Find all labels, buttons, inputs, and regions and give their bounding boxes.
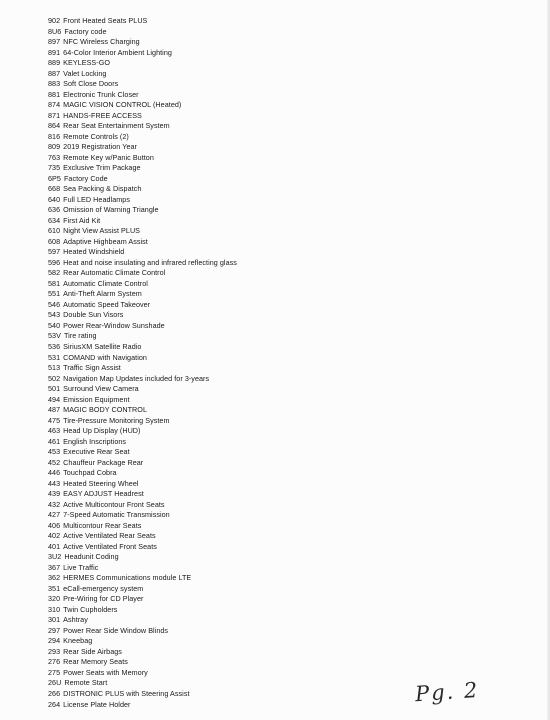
option-label: Tire-Pressure Monitoring System bbox=[63, 415, 170, 425]
option-label: Adaptive Highbeam Assist bbox=[63, 236, 148, 246]
option-item bbox=[48, 16, 348, 27]
option-code: 310 bbox=[48, 604, 61, 614]
option-item bbox=[48, 479, 348, 490]
option-item bbox=[48, 184, 348, 195]
option-item bbox=[48, 668, 348, 679]
option-label: HANDS-FREE ACCESS bbox=[63, 110, 142, 120]
option-code: 543 bbox=[48, 310, 61, 320]
option-label: Chauffeur Package Rear bbox=[63, 457, 144, 467]
option-item bbox=[48, 205, 348, 216]
option-code: 902 bbox=[48, 16, 61, 25]
option-item bbox=[48, 437, 348, 448]
option-code: 446 bbox=[48, 468, 61, 478]
option-item bbox=[48, 79, 348, 90]
option-code: 596 bbox=[48, 257, 61, 267]
option-code: 887 bbox=[48, 68, 61, 78]
option-code: 475 bbox=[48, 415, 61, 425]
option-item bbox=[48, 268, 348, 279]
option-label: Omission of Warning Triangle bbox=[63, 205, 159, 215]
option-code: 362 bbox=[48, 573, 61, 583]
option-item bbox=[48, 689, 348, 700]
option-label: Touchpad Cobra bbox=[63, 468, 117, 478]
option-label: Pre-Wiring for CD Player bbox=[63, 594, 144, 604]
option-label: Active Ventilated Front Seats bbox=[63, 541, 157, 551]
option-code: 897 bbox=[48, 37, 61, 47]
option-item bbox=[48, 363, 348, 374]
option-code: 439 bbox=[48, 489, 61, 499]
option-label: Remote Controls (2) bbox=[63, 131, 129, 141]
option-item bbox=[48, 174, 348, 185]
option-label: Rear Automatic Climate Control bbox=[63, 268, 166, 278]
option-item bbox=[48, 226, 348, 237]
option-code: 401 bbox=[48, 541, 61, 551]
option-label: Active Multicontour Front Seats bbox=[63, 499, 165, 509]
option-code: 406 bbox=[48, 520, 61, 530]
option-label: Multicontour Rear Seats bbox=[63, 520, 142, 530]
option-item bbox=[48, 279, 348, 290]
option-label: Automatic Climate Control bbox=[63, 278, 148, 288]
option-code: 8U6 bbox=[48, 26, 62, 36]
option-code: 864 bbox=[48, 121, 61, 131]
option-code: 540 bbox=[48, 320, 61, 330]
option-label: Kneebag bbox=[63, 636, 93, 646]
option-item bbox=[48, 90, 348, 101]
option-label: Rear Memory Seats bbox=[63, 657, 128, 667]
option-code: 501 bbox=[48, 384, 61, 394]
option-item bbox=[48, 48, 348, 59]
option-code: 889 bbox=[48, 58, 61, 68]
option-code: 891 bbox=[48, 47, 61, 57]
option-item bbox=[48, 636, 348, 647]
option-item bbox=[48, 626, 348, 637]
option-label: 7-Speed Automatic Transmission bbox=[63, 510, 170, 520]
option-code: 461 bbox=[48, 436, 61, 446]
option-item bbox=[48, 584, 348, 595]
option-label: Electronic Trunk Closer bbox=[63, 89, 139, 99]
option-code: 275 bbox=[48, 667, 61, 677]
option-item bbox=[48, 163, 348, 174]
option-label: Tire rating bbox=[63, 331, 97, 341]
option-code: 531 bbox=[48, 352, 61, 362]
option-item bbox=[48, 678, 348, 689]
option-item bbox=[48, 132, 348, 143]
option-item bbox=[48, 258, 348, 269]
option-item bbox=[48, 300, 348, 311]
option-code: 551 bbox=[48, 289, 61, 299]
option-code: 816 bbox=[48, 131, 61, 141]
option-label: HERMES Communications module LTE bbox=[63, 573, 192, 583]
option-item bbox=[48, 100, 348, 111]
option-code: 581 bbox=[48, 278, 61, 288]
option-label: Remote Key w/Panic Button bbox=[63, 152, 154, 162]
option-label: Rear Side Airbags bbox=[63, 646, 122, 656]
option-item bbox=[48, 321, 348, 332]
option-code-list bbox=[48, 16, 348, 710]
option-label: Remote Start bbox=[64, 678, 108, 688]
option-label: Surround View Camera bbox=[63, 384, 139, 394]
option-code: 351 bbox=[48, 583, 61, 593]
option-code: 367 bbox=[48, 562, 61, 572]
option-label: Sea Packing & Dispatch bbox=[63, 184, 142, 194]
option-code: 463 bbox=[48, 426, 61, 436]
option-label: First Aid Kit bbox=[63, 215, 101, 225]
option-item bbox=[48, 331, 348, 342]
option-label: Ashtray bbox=[63, 615, 88, 625]
option-label: MAGIC VISION CONTROL (Heated) bbox=[63, 100, 182, 110]
option-item bbox=[48, 395, 348, 406]
option-code: 582 bbox=[48, 268, 61, 278]
option-label: EASY ADJUST Headrest bbox=[63, 489, 144, 499]
option-code: 636 bbox=[48, 205, 61, 215]
option-label: 2019 Registration Year bbox=[63, 142, 137, 152]
option-code: 443 bbox=[48, 478, 61, 488]
option-label: 64-Color Interior Ambient Lighting bbox=[63, 47, 172, 57]
option-code: 809 bbox=[48, 142, 61, 152]
option-label: Valet Locking bbox=[63, 68, 107, 78]
option-label: COMAND with Navigation bbox=[63, 352, 147, 362]
option-label: Heated Windshield bbox=[63, 247, 125, 257]
option-label: Power Seats with Memory bbox=[63, 667, 148, 677]
option-code: 266 bbox=[48, 689, 61, 698]
option-item bbox=[48, 58, 348, 69]
option-label: Active Ventilated Rear Seats bbox=[63, 531, 156, 541]
option-label: Emission Equipment bbox=[63, 394, 130, 404]
option-code: 883 bbox=[48, 79, 61, 89]
option-code: 502 bbox=[48, 373, 61, 383]
option-label: Headunit Coding bbox=[64, 552, 119, 562]
option-code: 640 bbox=[48, 194, 61, 204]
option-item bbox=[48, 195, 348, 206]
option-code: 735 bbox=[48, 163, 61, 173]
option-label: Automatic Speed Takeover bbox=[63, 299, 151, 309]
option-item bbox=[48, 142, 348, 153]
option-label: Double Sun Visors bbox=[63, 310, 124, 320]
option-label: Head Up Display (HUD) bbox=[63, 426, 141, 436]
option-item bbox=[48, 605, 348, 616]
option-label: Soft Close Doors bbox=[63, 79, 119, 89]
option-item bbox=[48, 111, 348, 122]
option-label: DISTRONIC PLUS with Steering Assist bbox=[63, 689, 190, 698]
option-label: KEYLESS-GO bbox=[63, 58, 110, 68]
option-code: 432 bbox=[48, 499, 61, 509]
option-code: 536 bbox=[48, 341, 61, 351]
handwritten-page-number: Pg. 2 bbox=[414, 677, 481, 707]
option-item bbox=[48, 542, 348, 553]
option-item bbox=[48, 310, 348, 321]
option-label: Live Traffic bbox=[63, 562, 99, 572]
option-item bbox=[48, 447, 348, 458]
option-item bbox=[48, 573, 348, 584]
option-item bbox=[48, 37, 348, 48]
option-item bbox=[48, 237, 348, 248]
option-code: 881 bbox=[48, 89, 61, 99]
option-item bbox=[48, 384, 348, 395]
option-item bbox=[48, 405, 348, 416]
option-label: Exclusive Trim Package bbox=[63, 163, 141, 173]
option-label: Full LED Headlamps bbox=[63, 194, 130, 204]
option-label: Heat and noise insulating and infrared reflecting glass bbox=[63, 257, 237, 267]
option-item bbox=[48, 521, 348, 532]
option-label: Power Rear-Window Sunshade bbox=[63, 320, 165, 330]
option-label: Rear Seat Entertainment System bbox=[63, 121, 170, 131]
option-item bbox=[48, 531, 348, 542]
option-label: SiriusXM Satellite Radio bbox=[63, 341, 142, 351]
option-code: 452 bbox=[48, 457, 61, 467]
option-item bbox=[48, 342, 348, 353]
option-label: License Plate Holder bbox=[63, 699, 131, 709]
option-item bbox=[48, 563, 348, 574]
option-code: 871 bbox=[48, 110, 61, 120]
option-item bbox=[48, 121, 348, 132]
option-item bbox=[48, 416, 348, 427]
option-code: 293 bbox=[48, 646, 61, 656]
option-code: 487 bbox=[48, 405, 61, 415]
option-label: English Inscriptions bbox=[63, 436, 127, 446]
option-item bbox=[48, 153, 348, 164]
option-label: Heated Steering Wheel bbox=[63, 478, 139, 488]
option-item bbox=[48, 552, 348, 563]
option-item bbox=[48, 247, 348, 258]
option-label: Anti-Theft Alarm System bbox=[63, 289, 142, 299]
option-code: 26U bbox=[48, 678, 62, 688]
option-item bbox=[48, 510, 348, 521]
option-label: eCall-emergency system bbox=[63, 583, 144, 593]
option-label: Factory code bbox=[64, 26, 107, 36]
option-code: 453 bbox=[48, 447, 61, 457]
option-item bbox=[48, 69, 348, 80]
option-code: 597 bbox=[48, 247, 61, 257]
option-item bbox=[48, 27, 348, 38]
option-item bbox=[48, 353, 348, 364]
option-code: 634 bbox=[48, 215, 61, 225]
option-code: 513 bbox=[48, 363, 61, 373]
option-code: 276 bbox=[48, 657, 61, 667]
option-item bbox=[48, 700, 348, 711]
option-item bbox=[48, 594, 348, 605]
option-code: 610 bbox=[48, 226, 61, 236]
option-label: Twin Cupholders bbox=[63, 604, 118, 614]
option-code: 3U2 bbox=[48, 552, 62, 562]
option-item bbox=[48, 489, 348, 500]
option-code: 294 bbox=[48, 636, 61, 646]
option-item bbox=[48, 615, 348, 626]
option-label: Front Heated Seats PLUS bbox=[63, 16, 148, 25]
option-label: Navigation Map Updates included for 3-years bbox=[63, 373, 210, 383]
option-code: 668 bbox=[48, 184, 61, 194]
option-code: 6P5 bbox=[48, 173, 61, 183]
option-label: NFC Wireless Charging bbox=[63, 37, 140, 47]
option-code: 763 bbox=[48, 152, 61, 162]
option-code: 264 bbox=[48, 699, 61, 709]
option-item bbox=[48, 374, 348, 385]
option-label: Executive Rear Seat bbox=[63, 447, 130, 457]
option-item bbox=[48, 500, 348, 511]
option-item bbox=[48, 216, 348, 227]
option-label: Traffic Sign Assist bbox=[63, 363, 121, 373]
option-item bbox=[48, 647, 348, 658]
option-code: 320 bbox=[48, 594, 61, 604]
option-code: 546 bbox=[48, 299, 61, 309]
option-label: Night View Assist PLUS bbox=[63, 226, 141, 236]
option-label: Power Rear Side Window Blinds bbox=[63, 625, 169, 635]
option-code: 402 bbox=[48, 531, 61, 541]
option-code: 608 bbox=[48, 236, 61, 246]
option-label: Factory Code bbox=[63, 173, 108, 183]
option-label: MAGIC BODY CONTROL bbox=[63, 405, 147, 415]
option-code: 301 bbox=[48, 615, 61, 625]
option-code: 427 bbox=[48, 510, 61, 520]
option-item bbox=[48, 426, 348, 437]
option-code: 874 bbox=[48, 100, 61, 110]
option-item bbox=[48, 468, 348, 479]
option-code: 53V bbox=[48, 331, 61, 341]
option-item bbox=[48, 458, 348, 469]
option-item bbox=[48, 657, 348, 668]
option-code: 494 bbox=[48, 394, 61, 404]
option-item bbox=[48, 289, 348, 300]
option-code: 297 bbox=[48, 625, 61, 635]
